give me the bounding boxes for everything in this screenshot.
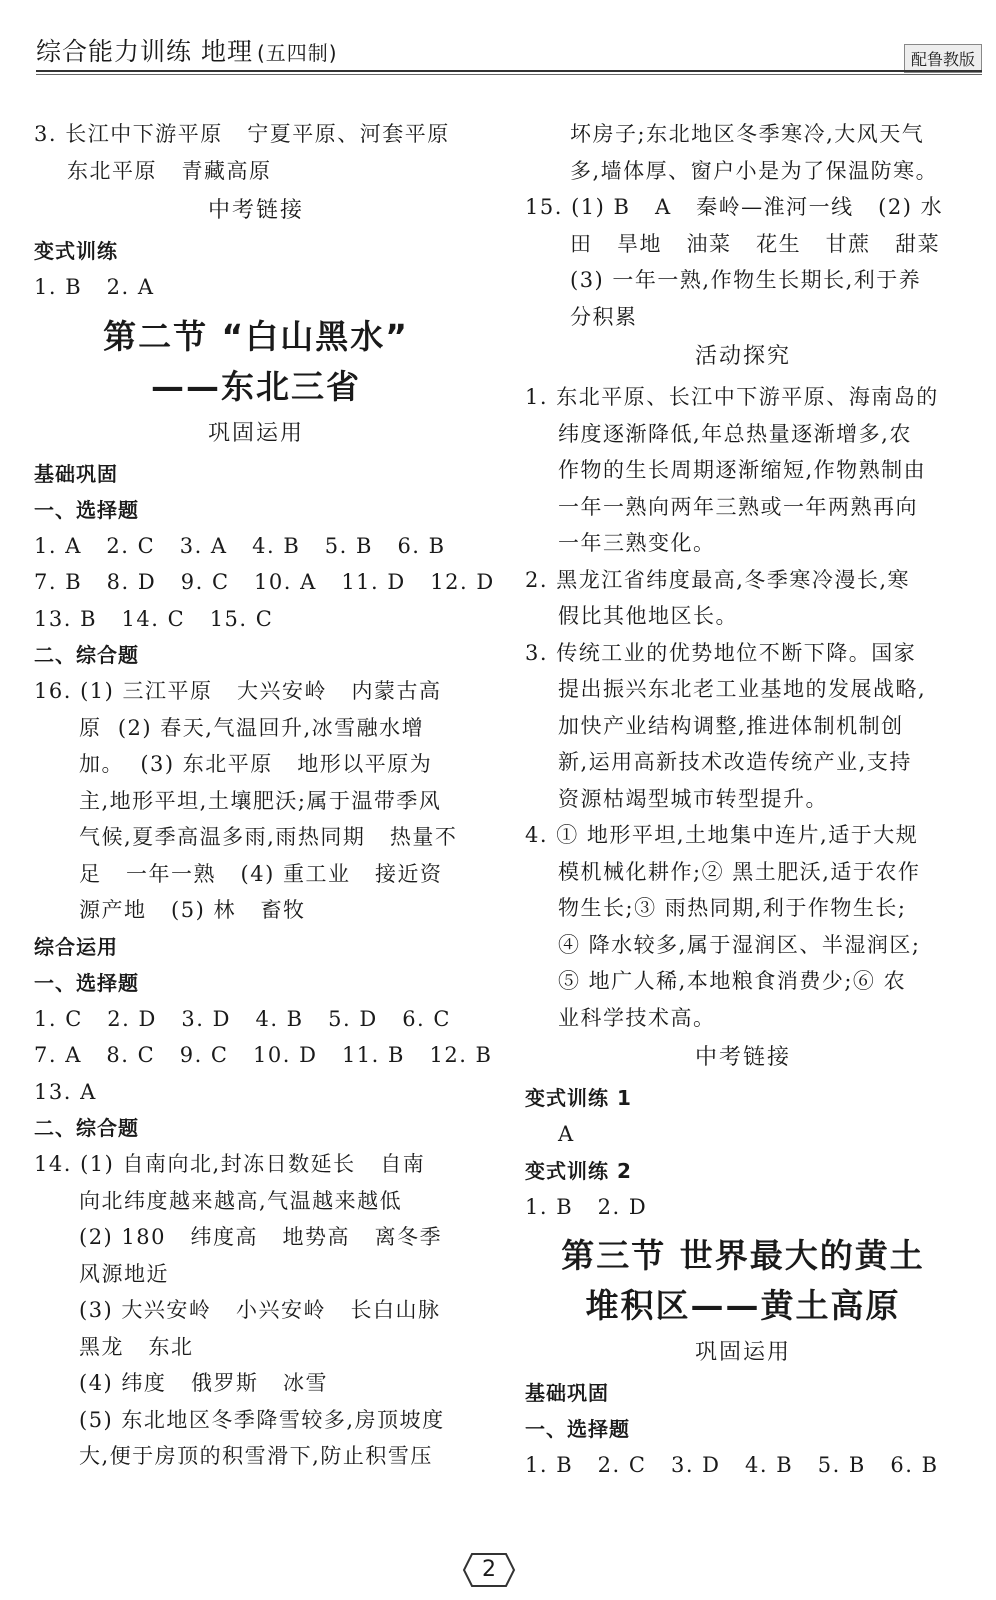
page-number xyxy=(462,1550,516,1590)
answer-line: 业科学技术高。 xyxy=(558,1005,716,1030)
header-title xyxy=(36,32,338,68)
answer-line: 一年三熟变化。 xyxy=(558,531,716,555)
answer-line: (3) 一年一熟,作物生长期长,利于养 xyxy=(570,268,922,292)
section-label: 变式训练 1 xyxy=(525,1086,632,1110)
answer-line: 13. A xyxy=(34,1079,97,1104)
answer-line: 黑龙 东北 xyxy=(79,1334,194,1359)
answer-line: 纬度逐渐降低,年总热量逐渐增多,农 xyxy=(558,421,912,446)
answer-line: 1. B 2. C 3. D 4. B 5. B 6. B xyxy=(525,1453,939,1477)
answer-line: 向北纬度越来越高,气温越来越低 xyxy=(79,1188,403,1213)
section-label: 基础巩固 xyxy=(34,461,118,486)
answer-line: 1. 东北平原、长江中下游平原、海南岛的 xyxy=(525,385,939,409)
answer-line: 15. (1) B A 秦岭—淮河一线 (2) 水 xyxy=(525,195,944,219)
answer-line: 新,运用高新技术改造传统产业,支持 xyxy=(558,750,912,774)
section-label: 二、综合题 xyxy=(34,643,139,667)
answer-line: A xyxy=(558,1122,575,1146)
subheading-activity: 活动探究 xyxy=(694,344,791,369)
section-label: 一、选择题 xyxy=(34,970,139,995)
answer-line: 加快产业结构调整,推进体制机制创 xyxy=(558,713,904,738)
book-title: 综合能力训练 地理 xyxy=(36,37,253,66)
header-rule xyxy=(36,70,982,72)
answer-line: 大,便于房顶的积雪滑下,防止积雪压 xyxy=(79,1444,433,1468)
answer-line: 模机械化耕作;② 黑土肥沃,适于农作 xyxy=(558,859,921,884)
answer-line: 坏房子;东北地区冬季寒冷,大风天气 xyxy=(570,122,925,146)
subheading-exam-link: 中考链接 xyxy=(694,1045,791,1070)
answer-line: ④ 降水较多,属于湿润区、半湿润区; xyxy=(558,932,921,957)
edition-note: (五四制) xyxy=(256,41,338,65)
answer-line: 7. B 8. D 9. C 10. A 11. D 12. D xyxy=(34,570,495,594)
answer-line: 1. C 2. D 3. D 4. B 5. D 6. C xyxy=(34,1006,451,1031)
answer-line: 1. B 2. A xyxy=(34,275,155,299)
answer-line: ⑤ 地广人稀,本地粮食消费少;⑥ 农 xyxy=(558,969,907,993)
answer-line: 1. B 2. D xyxy=(525,1194,648,1219)
answer-line: 4. ① 地形平坦,土地集中连片,适于大规 xyxy=(525,823,919,847)
answer-line: (2) 180 纬度高 地势高 离冬季 xyxy=(79,1225,443,1249)
answer-line: 气候,夏季高温多雨,雨热同期 热量不 xyxy=(79,825,458,849)
section-label: 变式训练 xyxy=(34,239,118,263)
answer-line: 7. A 8. C 9. C 10. D 11. B 12. B xyxy=(34,1043,493,1067)
answer-line: 田 旱地 油菜 花生 甘蔗 甜菜 xyxy=(570,231,941,256)
section-label: 变式训练 2 xyxy=(525,1158,632,1183)
section-label: 一、选择题 xyxy=(34,497,139,522)
answer-line: 提出振兴东北老工业基地的发展战略, xyxy=(558,677,927,701)
section-label: 综合运用 xyxy=(34,934,118,959)
left-column xyxy=(34,116,495,1475)
answer-line: 一年一熟向两年三熟或一年两熟再向 xyxy=(558,494,918,519)
section-label: 一、选择题 xyxy=(525,1417,630,1441)
answer-line: 加。 (3) 东北平原 地形以平原为 xyxy=(79,752,433,776)
answer-line: 东北平原 青藏高原 xyxy=(67,158,272,183)
answer-line: 1. A 2. C 3. A 4. B 5. B 6. B xyxy=(34,533,446,558)
answer-line: 3. 传统工业的优势地位不断下降。国家 xyxy=(525,640,917,665)
subheading-practice: 巩固运用 xyxy=(694,1340,791,1365)
right-column xyxy=(525,116,961,1484)
page-number-text: 2 xyxy=(482,1557,496,1582)
answer-line: 13. B 14. C 15. C xyxy=(34,606,274,631)
subheading-exam-link: 中考链接 xyxy=(207,198,304,223)
answer-line: 14. (1) 自南向北,封冻日数延长 自南 xyxy=(34,1152,426,1176)
answer-line: (4) 纬度 俄罗斯 冰雪 xyxy=(79,1371,328,1395)
answer-line: 物生长;③ 雨热同期,利于作物生长; xyxy=(558,896,907,920)
subheading-practice: 巩固运用 xyxy=(207,420,304,446)
answer-line: 资源枯竭型城市转型提升。 xyxy=(558,786,828,811)
answer-line: (5) 东北地区冬季降雪较多,房顶坡度 xyxy=(79,1407,445,1432)
answer-line: 2. 黑龙江省纬度最高,冬季寒冷漫长,寒 xyxy=(525,567,911,592)
answer-line: 多,墙体厚、窗户小是为了保温防寒。 xyxy=(570,158,939,183)
section-label: 基础巩固 xyxy=(525,1381,609,1405)
answer-line: 作物的生长周期逐渐缩短,作物熟制由 xyxy=(558,458,927,482)
header-rule-thin xyxy=(36,74,982,75)
answer-line: (3) 大兴安岭 小兴安岭 长白山脉 xyxy=(79,1298,441,1322)
chapter-title: 第二节 “白山黑水” xyxy=(103,316,409,356)
answer-line: 16. (1) 三江平原 大兴安岭 内蒙古高 xyxy=(34,679,442,703)
answer-line: 3. 长江中下游平原 宁夏平原、河套平原 xyxy=(34,122,450,146)
chapter-title-sub: ——东北三省 xyxy=(151,366,361,406)
chapter-title: 第三节 世界最大的黄土 xyxy=(561,1236,925,1275)
chapter-title-sub: 堆积区——黄土高原 xyxy=(585,1286,901,1325)
section-label: 二、综合题 xyxy=(34,1116,139,1140)
answer-line: 假比其他地区长。 xyxy=(558,604,738,628)
answer-line: 主,地形平坦,土壤肥沃;属于温带季风 xyxy=(79,788,442,813)
page-header xyxy=(36,30,982,76)
edition-badge: 配鲁教版 xyxy=(904,44,982,73)
answer-line: 源产地 (5) 林 畜牧 xyxy=(79,898,306,922)
answer-line: 原 (2) 春天,气温回升,冰雪融水增 xyxy=(79,715,425,740)
answer-line: 足 一年一熟 (4) 重工业 接近资 xyxy=(79,861,443,886)
answer-line: 风源地近 xyxy=(79,1261,169,1286)
answer-line: 分积累 xyxy=(570,304,638,329)
